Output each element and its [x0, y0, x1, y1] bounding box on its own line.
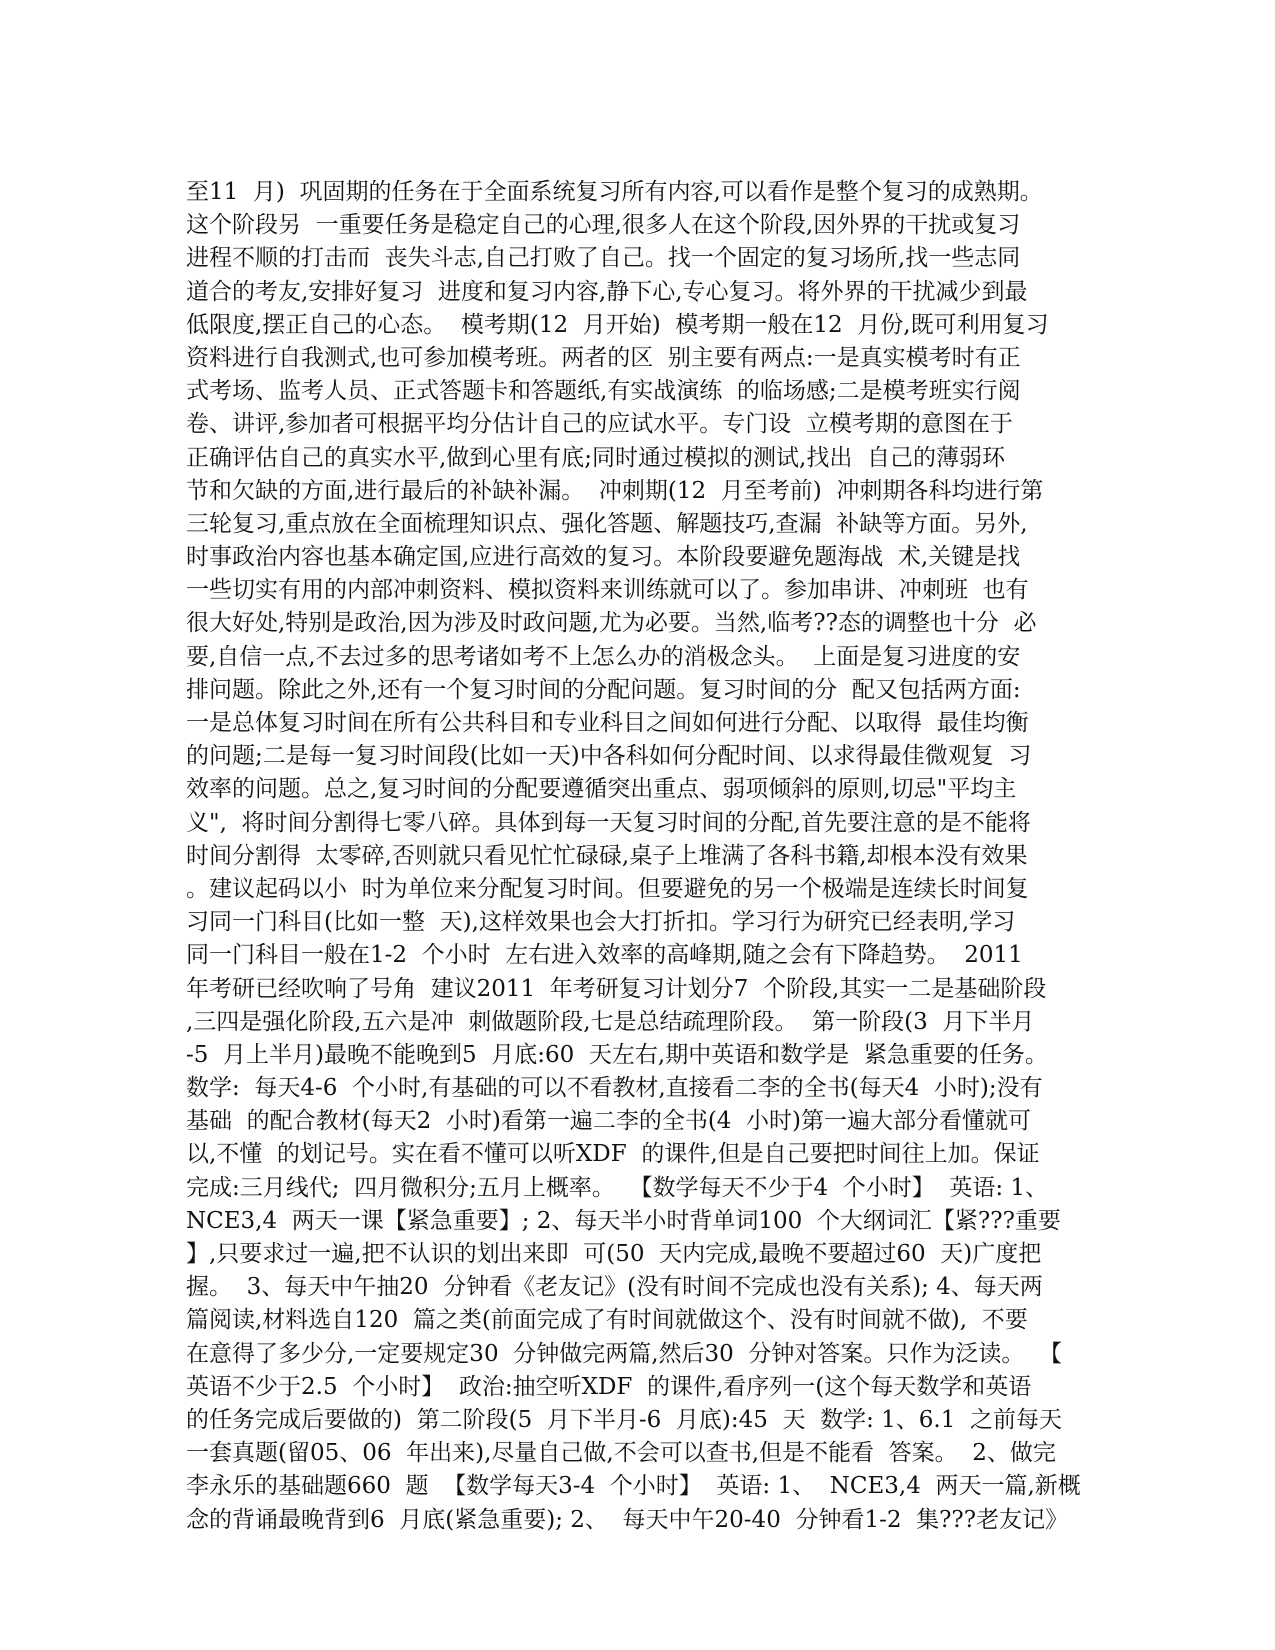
text-line: 数学: 每天4-6 个小时,有基础的可以不看教材,直接看二李的全书(每天4 小时);没有 [186, 1075, 1043, 1102]
text-line: 篇阅读,材料选自120 篇之类(前面完成了有时间就做这个、没有时间就不做), 不要 [186, 1307, 1028, 1334]
text-line: 至11 月) 巩固期的任务在于全面系统复习所有内容,可以看作是整个复习的成熟期。 [186, 179, 1043, 205]
text-line: 同一门科目一般在1-2 个小时 左右进入效率的高峰期,随之会有下降趋势。 2011 [186, 942, 1023, 969]
text-line: 时间分割得 太零碎,否则就只看见忙忙碌碌,桌子上堆满了各科书籍,却根本没有效果 [186, 842, 1028, 869]
text-line: 念的背诵最晚背到6 月底(紧急重要); 2、 每天中午20-40 分钟看1-2 集???老友记》 [186, 1506, 1069, 1533]
text-line: 三轮复习,重点放在全面梳理知识点、强化答题、解题技巧,查漏 补缺等方面。另外, [186, 510, 1028, 537]
text-line: ,三四是强化阶段,五六是冲 刺做题阶段,七是总结疏理阶段。 第一阶段(3 月下半月 [186, 1008, 1035, 1035]
text-line: 一些切实有用的内部冲刺资料、模拟资料来训练就可以了。参加串讲、冲刺班 也有 [186, 577, 1029, 604]
text-line: 一套真题(留05、06 年出来),尽量自己做,不会可以查书,但是不能看 答案。 2、做完 [186, 1440, 1056, 1467]
text-line: 道合的考友,安排好复习 进度和复习内容,静下心,专心复习。将外界的干扰减少到最 [186, 278, 1028, 305]
text-line: 排问题。除此之外,还有一个复习时间的分配问题。复习时间的分 配又包括两方面: [186, 676, 1021, 703]
text-line: 李永乐的基础题660 题 【数学每天3-4 个小时】 英语: 1、 NCE3,4 两天一篇,新概 [186, 1473, 1081, 1500]
text-line: 式考场、监考人员、正式答题卡和答题纸,有实战演练 的临场感;二是模考班实行阅 [186, 378, 1021, 405]
text-line: 卷、讲评,参加者可根据平均分估计自己的应试水平。专门设 立模考期的意图在于 [186, 411, 1013, 438]
text-line: 的任务完成后要做的) 第二阶段(5 月下半月-6 月底):45 天 数学: 1、6.1 之前每天 [186, 1406, 1062, 1433]
text-line: 习同一门科目(比如一整 天),这样效果也会大打折扣。学习行为研究已经表明,学习 [186, 909, 1016, 936]
document-body-text [186, 176, 1086, 1537]
text-line: -5 月上半月)最晚不能晚到5 月底:60 天左右,期中英语和数学是 紧急重要的任务。 [186, 1041, 1048, 1068]
text-line: 以,不懂 的划记号。实在看不懂可以听XDF 的课件,但是自己要把时间往上加。保证 [186, 1141, 1040, 1168]
text-line: 。建议起码以小 时为单位来分配复习时间。但要避免的另一个极端是连续长时间复 [186, 875, 1029, 902]
text-line: 这个阶段另 一重要任务是稳定自己的心理,很多人在这个阶段,因外界的干扰或复习 [186, 212, 1021, 239]
text-line: 的问题;二是每一复习时间段(比如一天)中各科如何分配时间、以求得最佳微观复 习 [186, 743, 1032, 770]
text-line: 正确评估自己的真实水平,做到心里有底;同时通过模拟的测试,找出 自己的薄弱环 [186, 444, 1005, 471]
text-line: 低限度,摆正自己的心态。 模考期(12 月开始) 模考期一般在12 月份,既可利用复习 [186, 311, 1049, 338]
text-line: 】,只要求过一遍,把不认识的划出来即 可(50 天内完成,最晚不要超过60 天)广度把 [186, 1241, 1042, 1267]
text-line: 年考研已经吹响了号角 建议2011 年考研复习计划分7 个阶段,其实一二是基础阶段 [186, 975, 1047, 1002]
text-line: 英语不少于2.5 个小时】 政治:抽空听XDF 的课件,看序列一(这个每天数学和英语 [186, 1373, 1032, 1400]
text-line: 完成:三月线代; 四月微积分;五月上概率。 【数学每天不少于4 个小时】 英语: 1、 [186, 1174, 1049, 1201]
text-line: 在意得了多少分,一定要规定30 分钟做完两篇,然后30 分钟对答案。只作为泛读。 【 [186, 1340, 1063, 1367]
text-line: 很大好处,特别是政治,因为涉及时政问题,尤为必要。当然,临考??态的调整也十分 必 [186, 610, 1037, 637]
text-line: 效率的问题。总之,复习时间的分配要遵循突出重点、弱项倾斜的原则,切忌"平均主 [186, 776, 1017, 803]
text-line: 基础 的配合教材(每天2 小时)看第一遍二李的全书(4 小时)第一遍大部分看懂就可 [186, 1108, 1032, 1135]
text-line: 义", 将时间分割得七零八碎。具体到每一天复习时间的分配,首先要注意的是不能将 [186, 809, 1031, 836]
text-line: 一是总体复习时间在所有公共科目和专业科目之间如何进行分配、以取得 最佳均衡 [186, 710, 1029, 736]
text-line: 握。 3、每天中午抽20 分钟看《老友记》(没有时间不完成也没有关系); 4、每天两 [186, 1274, 1043, 1301]
text-line: 节和欠缺的方面,进行最后的补缺补漏。 冲刺期(12 月至考前) 冲刺期各科均进行第 [186, 477, 1044, 504]
text-line: 要,自信一点,不去过多的思考诸如考不上怎么办的消极念头。 上面是复习进度的安 [186, 643, 1021, 670]
text-line: 时事政治内容也基本确定国,应进行高效的复习。本阶段要避免题海战 术,关键是找 [186, 544, 1021, 571]
text-line: 资料进行自我测式,也可参加模考班。两者的区 别主要有两点:一是真实模考时有正 [186, 344, 1021, 371]
text-line: 进程不顺的打击而 丧失斗志,自己打败了自己。找一个固定的复习场所,找一些志同 [186, 245, 1021, 272]
text-line: NCE3,4 两天一课【紧急重要】; 2、每天半小时背单词100 个大纲词汇【紧???重要 [186, 1207, 1061, 1234]
